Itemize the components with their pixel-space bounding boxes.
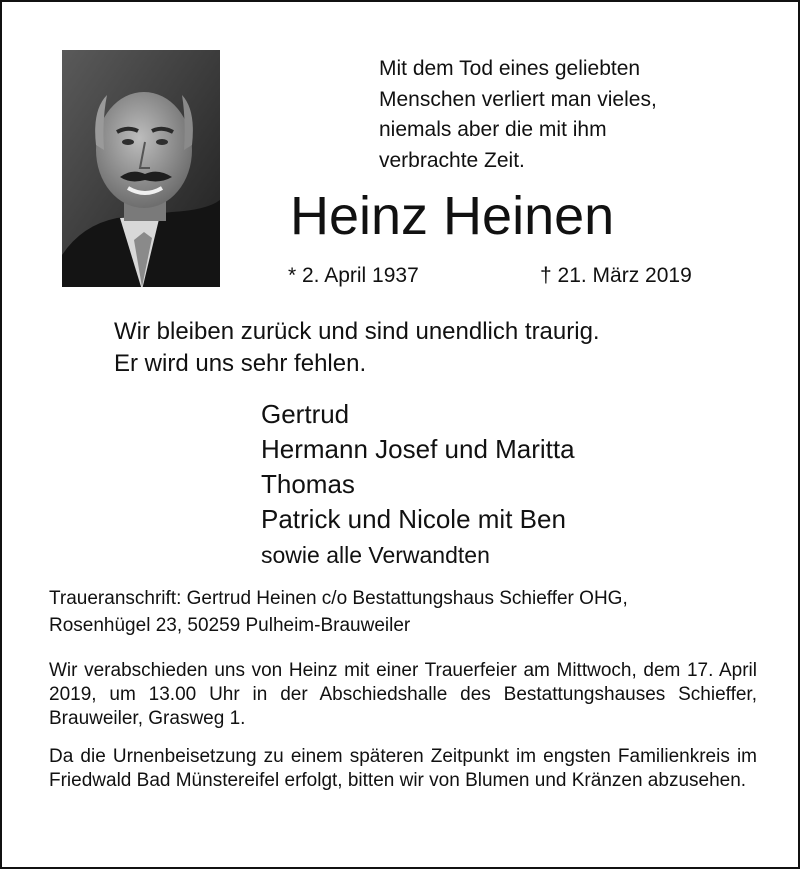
mourners-list bbox=[261, 397, 575, 573]
quote-line: Mit dem Tod eines geliebten bbox=[379, 57, 641, 80]
quote-text bbox=[379, 54, 739, 176]
portrait-photo bbox=[62, 50, 220, 287]
mourner-name: Patrick und Nicole mit Ben bbox=[261, 504, 566, 534]
birth-date: * 2. April 1937 bbox=[288, 264, 419, 287]
quote-line: verbrachte Zeit. bbox=[379, 148, 525, 172]
quote-line: Menschen verliert man vieles, bbox=[379, 87, 657, 111]
funeral-service-text: Wir verabschieden uns von Heinz mit einer Trauerfeier am Mittwoch, dem 17. April 2019, um 13.00 Uhr in der Abschiedshalle des Bestattungshauses Schieffer, Brauweiler, Grasweg 1. bbox=[49, 660, 757, 729]
mourner-name: Thomas bbox=[261, 469, 355, 499]
relatives-line: sowie alle Verwandten bbox=[261, 542, 490, 568]
address-line: Rosenhügel 23, 50259 Pulheim-Brauweiler bbox=[49, 615, 411, 636]
death-date: † 21. März 2019 bbox=[540, 264, 692, 287]
mourner-name: Hermann Josef und Maritta bbox=[261, 434, 575, 464]
mourning-address bbox=[49, 585, 759, 639]
mourner-name: Gertrud bbox=[261, 399, 350, 429]
sentiment-text bbox=[114, 316, 600, 380]
quote-line: niemals aber die mit ihm bbox=[379, 118, 607, 141]
sentiment-line: Er wird uns sehr fehlen. bbox=[114, 350, 367, 377]
deceased-name: Heinz Heinen bbox=[290, 186, 615, 246]
address-line: Traueranschrift: Gertrud Heinen c/o Bestattungshaus Schieffer OHG, bbox=[49, 588, 628, 609]
sentiment-line: Wir bleiben zurück und sind unendlich traurig. bbox=[114, 318, 600, 345]
urn-burial-text: Da die Urnenbeisetzung zu einem späteren Zeitpunkt im engsten Familienkreis im Friedwald Bad Münstereifel erfolgt, bitten wir von Blumen und Kränzen abzusehen. bbox=[49, 746, 757, 791]
